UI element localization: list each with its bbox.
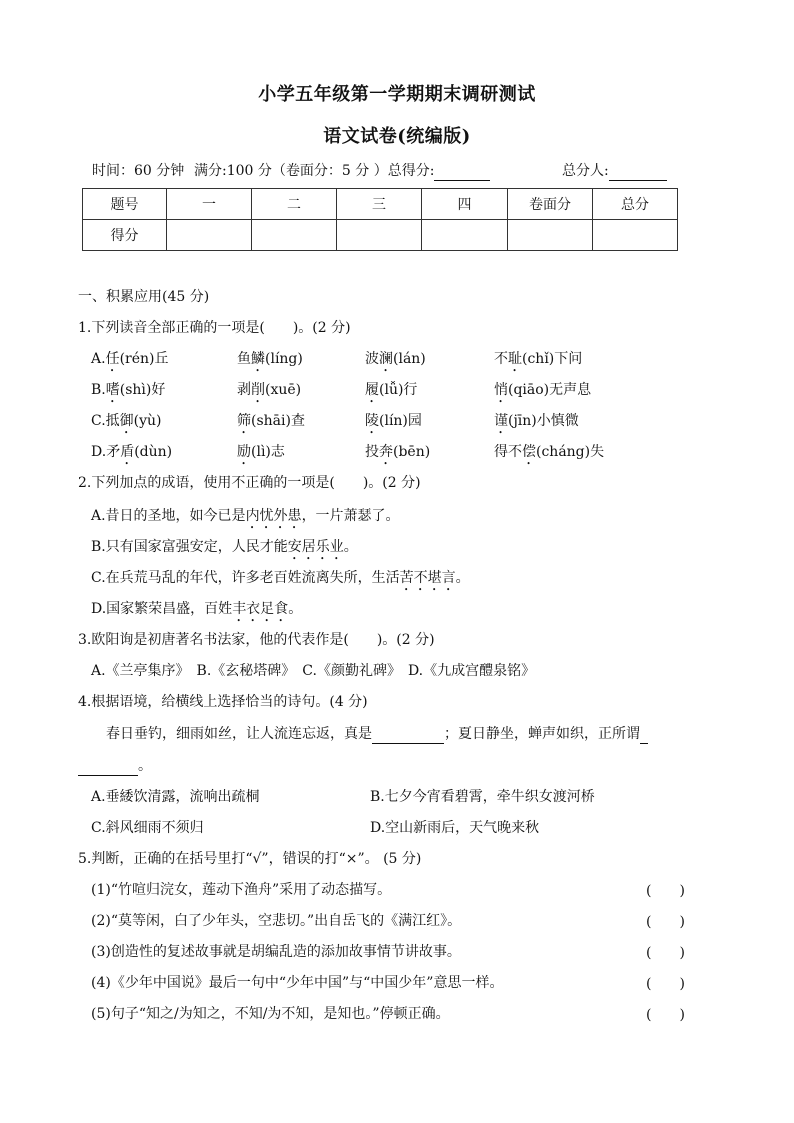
q1-d-c2	[237, 442, 285, 468]
dotted-char: 筛	[237, 413, 251, 429]
q4-blank-2-start[interactable]	[640, 727, 648, 744]
info-scorer	[562, 161, 667, 181]
dotted-char: 嗜	[105, 382, 120, 398]
pinyin: (cháng)失	[536, 444, 605, 460]
q2-text: C.在兵荒马乱的年代，许多老百姓流离失所，生活	[91, 570, 400, 586]
td-defen: 得分	[83, 220, 167, 251]
q4-option-b: B.七夕今宵看碧霄，牵牛织女渡河桥	[370, 789, 595, 805]
th-2: 二	[252, 189, 337, 220]
q1-a-c2	[237, 349, 303, 375]
q5-answer-5[interactable]: ( )	[646, 1007, 685, 1023]
plain-char: 波	[365, 351, 379, 367]
q4-text: 。	[138, 758, 152, 774]
pinyin: (xuē)	[265, 382, 302, 398]
q5-answer-1[interactable]: ( )	[646, 883, 685, 899]
q5-item-1: (1)“竹喧归浣女，莲动下渔舟”采用了动态描写。	[91, 882, 392, 898]
q2-text: B.只有国家富强安定，人民才能	[91, 539, 288, 555]
dotted-char: 奔	[379, 444, 393, 460]
score-table-score-row	[83, 220, 678, 251]
dotted-char: 谨	[494, 413, 508, 429]
option-letter: C.	[91, 413, 106, 429]
dotted-char: 偿	[522, 444, 536, 460]
th-tihao: 题号	[83, 189, 167, 220]
q2-text: 。	[455, 570, 470, 586]
total-score-blank[interactable]	[434, 164, 490, 181]
info-full	[194, 161, 490, 181]
q1-d-c3	[365, 442, 430, 468]
plain-char: 不	[494, 351, 508, 367]
pinyin: (bēn)	[393, 444, 431, 460]
th-3: 三	[337, 189, 422, 220]
q2-text: A.昔日的圣地，如今已是	[91, 508, 246, 524]
q2-text: ，一片萧瑟了。	[301, 508, 400, 524]
pinyin: (lín)园	[379, 413, 422, 429]
info-full-text: 满分:100 分（卷面分：5 分 ）总得分:	[194, 163, 435, 179]
q1-option-d	[91, 442, 172, 468]
plain-char: 矛	[106, 444, 121, 460]
pinyin: (shāi)查	[251, 413, 305, 429]
q1-a-c3	[365, 349, 426, 375]
score-cell[interactable]	[167, 220, 252, 251]
plain-char: 抵	[105, 413, 120, 429]
plain-char: 得不	[494, 444, 522, 460]
q1-option-b	[91, 380, 165, 406]
q1-c-c3	[365, 411, 422, 437]
q2-option-a	[91, 506, 400, 532]
plain-char: 投	[365, 444, 379, 460]
q4-blank-1[interactable]	[372, 727, 444, 744]
q5-stem: 5.判断，正确的在括号里打“√”，错误的打“×”。 (5 分)	[78, 851, 422, 867]
th-4: 四	[422, 189, 508, 220]
pinyin: (lán)	[393, 351, 426, 367]
dotted-char: 陵	[365, 413, 379, 429]
info-time: 时间：60 分钟	[92, 163, 185, 179]
dotted-char: 鱗	[251, 351, 265, 367]
q4-stem: 4.根据语境，给横线上选择恰当的诗句。(4 分)	[78, 694, 368, 710]
q2-option-b	[91, 537, 358, 563]
q2-text: 。	[288, 601, 303, 617]
q1-c-c4	[494, 411, 579, 437]
q1-b-c2	[237, 380, 301, 406]
dotted-idiom: 苦不堪言	[399, 570, 456, 586]
scorer-blank[interactable]	[609, 164, 667, 181]
q2-text: D.国家繁荣昌盛，百姓	[91, 601, 233, 617]
q4-option-a: A.垂緌饮清露，流响出疏桐	[91, 789, 260, 805]
pinyin: (rén)丘	[119, 351, 169, 367]
q1-c-c2	[237, 411, 305, 437]
q2-text: 。	[343, 539, 358, 555]
pinyin: (chǐ)下问	[522, 351, 583, 367]
dotted-char: 悄	[494, 382, 508, 398]
option-letter: D.	[91, 444, 107, 460]
q4-option-c: C.斜风细雨不须归	[91, 820, 204, 836]
q5-item-3: (3)创造性的复述故事就是胡编乱造的添加故事情节讲故事。	[91, 944, 461, 960]
score-cell[interactable]	[422, 220, 508, 251]
info-scorer-text: 总分人:	[562, 163, 609, 179]
dotted-char: 任	[105, 351, 120, 367]
exam-subtitle: 语文试卷(统编版)	[323, 126, 471, 147]
q5-answer-2[interactable]: ( )	[646, 914, 685, 930]
score-cell[interactable]	[592, 220, 677, 251]
plain-char: 鱼	[237, 351, 251, 367]
pinyin: (dùn)	[134, 444, 173, 460]
score-cell[interactable]	[507, 220, 592, 251]
q2-option-c	[91, 568, 470, 594]
q2-option-d	[91, 599, 302, 625]
q1-stem: 1.下列读音全部正确的一项是( )。(2 分)	[78, 320, 351, 336]
dotted-char: 耻	[508, 351, 522, 367]
q1-d-c4	[494, 442, 604, 468]
exam-title: 小学五年级第一学期期末调研测试	[258, 84, 536, 105]
pinyin: (líng)	[265, 351, 303, 367]
dotted-char: 御	[119, 413, 134, 429]
dotted-char: 励	[237, 444, 251, 460]
plain-char: 剥	[237, 382, 251, 398]
q5-item-4: (4)《少年中国说》最后一句中“少年中国”与“中国少年”意思一样。	[91, 975, 504, 991]
pinyin: (qiāo)无声息	[508, 382, 592, 398]
q3-options: A.《兰亭集序》 B.《玄秘塔碑》 C.《颜勤礼碑》 D.《九成宫醴泉铭》	[91, 663, 536, 679]
q5-item-2: (2)“莫等闲，白了少年头，空悲切。”出自岳飞的《满江红》。	[91, 913, 462, 929]
q1-a-c4	[494, 349, 582, 375]
section1-heading: 一、积累应用(45 分)	[78, 289, 210, 305]
dotted-idiom: 丰衣足食	[232, 601, 289, 617]
q1-option-c	[91, 411, 162, 437]
q2-stem: 2.下列加点的成语，使用不正确的一项是( )。(2 分)	[78, 475, 421, 491]
q4-context-cont	[78, 756, 152, 776]
pinyin: (shì)好	[119, 382, 166, 398]
score-table	[82, 188, 678, 251]
dotted-char: 盾	[120, 444, 135, 460]
q5-answer-3[interactable]: ( )	[646, 945, 685, 961]
q1-b-c4	[494, 380, 591, 406]
dotted-char: 削	[251, 382, 265, 398]
option-letter: B.	[91, 382, 106, 398]
q4-context	[106, 724, 648, 744]
th-1: 一	[167, 189, 252, 220]
q1-b-c3	[365, 380, 417, 406]
dotted-char: 澜	[379, 351, 393, 367]
dotted-idiom: 安居乐业	[287, 539, 344, 555]
q4-text: 春日垂钓，细雨如丝，让人流连忘返，真是	[106, 726, 372, 742]
q4-blank-2[interactable]	[78, 759, 138, 776]
q4-text: ；夏日静坐，蝉声如织，正所谓	[444, 726, 640, 742]
score-cell[interactable]	[337, 220, 422, 251]
q3-stem: 3.欧阳询是初唐著名书法家，他的代表作是( )。(2 分)	[78, 632, 435, 648]
pinyin: (lǚ)行	[379, 382, 418, 398]
th-juanmian: 卷面分	[507, 189, 592, 220]
q5-answer-4[interactable]: ( )	[646, 976, 685, 992]
score-table-header-row	[83, 189, 678, 220]
q5-item-5: (5)句子“知之/为知之，不知/为不知，是知也。”停顿正确。	[91, 1006, 450, 1022]
score-cell[interactable]	[252, 220, 337, 251]
dotted-char: 履	[365, 382, 379, 398]
pinyin: (lì)志	[251, 444, 285, 460]
pinyin: (jīn)小慎微	[508, 413, 579, 429]
pinyin: (yù)	[133, 413, 162, 429]
th-total: 总分	[592, 189, 677, 220]
option-letter: A.	[91, 351, 106, 367]
dotted-idiom: 内忧外患	[245, 508, 302, 524]
q4-option-d: D.空山新雨后，天气晚来秋	[370, 820, 540, 836]
q1-option-a	[91, 349, 168, 375]
